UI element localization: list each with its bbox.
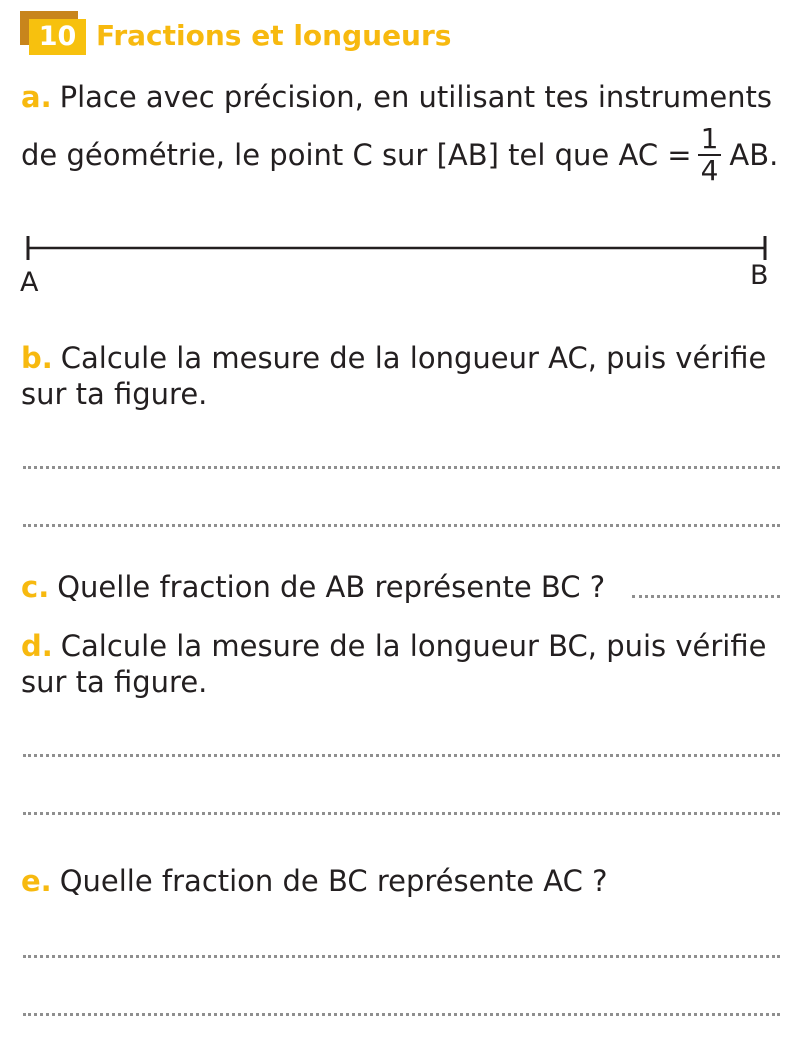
question-a-letter: a. <box>21 80 52 114</box>
segment-ab <box>0 230 803 270</box>
fraction-numerator: 1 <box>698 124 722 156</box>
question-e-line <box>21 863 607 899</box>
question-b-line2: sur ta figure. <box>21 377 208 411</box>
question-b-letter: b. <box>21 341 53 375</box>
answer-line-b2[interactable] <box>23 524 780 527</box>
answer-line-e1[interactable] <box>23 955 780 958</box>
question-a-line1 <box>21 79 772 115</box>
question-d-line1 <box>21 628 766 664</box>
question-e-letter: e. <box>21 864 52 898</box>
question-e-text: Quelle fraction de BC représente AC ? <box>59 864 608 898</box>
fraction-one-quarter <box>698 124 722 186</box>
exercise-title: Fractions et longueurs <box>96 19 452 52</box>
question-a-text-1: Place avec précision, en utilisant tes instruments <box>59 80 773 114</box>
question-c-letter: c. <box>21 570 50 604</box>
point-a-label: A <box>20 267 39 298</box>
answer-line-c[interactable] <box>632 595 780 598</box>
question-d-letter: d. <box>21 629 53 663</box>
question-a-line2 <box>21 122 779 188</box>
question-b-text-1: Calcule la mesure de la longueur AC, puis vérifie <box>60 341 767 375</box>
question-c-text: Quelle fraction de AB représente BC ? <box>57 570 606 604</box>
exercise-number: 10 <box>29 19 86 55</box>
exercise-number-badge <box>20 11 86 55</box>
fraction-denominator: 4 <box>700 154 719 187</box>
answer-line-d1[interactable] <box>23 754 780 757</box>
question-c-line <box>21 569 605 605</box>
answer-line-e2[interactable] <box>23 1013 780 1016</box>
answer-line-d2[interactable] <box>23 812 780 815</box>
question-a-text-3: AB. <box>729 138 779 172</box>
question-a-text-2: de géométrie, le point C sur [AB] tel que AC = <box>21 138 692 172</box>
question-d-line2: sur ta figure. <box>21 665 208 699</box>
answer-line-b1[interactable] <box>23 466 780 469</box>
question-b-line1 <box>21 340 766 376</box>
point-b-label: B <box>750 260 769 291</box>
question-d-text-1: Calcule la mesure de la longueur BC, puis vérifie <box>60 629 767 663</box>
